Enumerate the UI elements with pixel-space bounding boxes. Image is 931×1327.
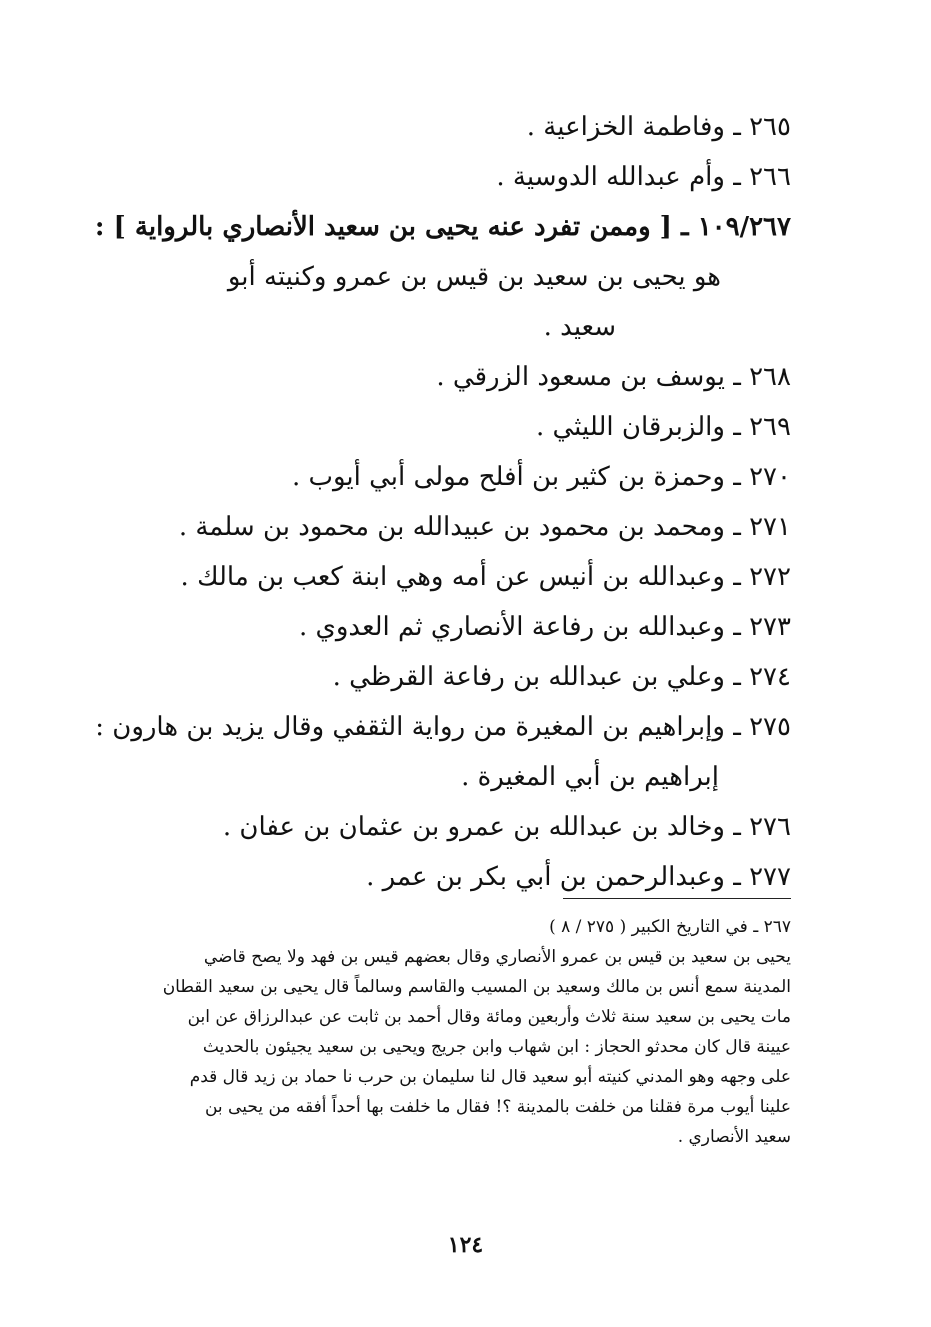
entry-271: ٢٧١ ـ ومحمد بن محمود بن عبيدالله بن محمود بن سلمة .: [178, 512, 791, 542]
footnote-line: عيينة قال كان محدثو الحجاز : ابن شهاب وابن جريج ويحيى بن سعيد يجيئون بالحديث: [202, 1037, 791, 1057]
footnote-line: مات يحيى بن سعيد سنة ثلاث وأربعين ومائة وقال أحمد بن ثابت عن عبدالرزاق عن ابن: [187, 1007, 791, 1027]
entry-275: ٢٧٥ ـ وإبراهيم بن المغيرة من رواية الثقفي وقال يزيد بن هارون :: [95, 712, 791, 742]
footnote-divider: [563, 898, 791, 899]
footnote-line: يحيى بن سعيد بن قيس بن عمرو الأنصاري وقال بعضهم قيس بن فهد ولا يصح قاضي: [203, 947, 791, 967]
entry-266: ٢٦٦ ـ وأم عبدالله الدوسية .: [496, 162, 791, 192]
entry-272: ٢٧٢ ـ وعبدالله بن أنيس عن أمه وهي ابنة كعب بن مالك .: [180, 562, 791, 592]
entry-275-continuation: إبراهيم بن أبي المغيرة .: [461, 762, 719, 792]
entry-267-continuation: سعيد .: [543, 312, 616, 342]
entry-267-heading: ١٠٩/٢٦٧ ـ [ وممن تفرد عنه يحيى بن سعيد الأنصاري بالرواية ] :: [94, 212, 791, 242]
footnote-line: علينا أيوب مرة فقلنا من خلفت بالمدينة ؟! فقال ما خلفت بها أحداً أفقه من يحيى بن: [204, 1097, 791, 1117]
footnote: [95, 912, 791, 1152]
entry-273: ٢٧٣ ـ وعبدالله بن رفاعة الأنصاري ثم العدوي .: [299, 612, 791, 642]
entry-277: ٢٧٧ ـ وعبدالرحمن بن أبي بكر بن عمر .: [366, 862, 791, 892]
entry-268: ٢٦٨ ـ يوسف بن مسعود الزرقي .: [436, 362, 791, 392]
entry-269: ٢٦٩ ـ والزبرقان الليثي .: [535, 412, 791, 442]
footnote-line: على وجهه وهو المدني كنيته أبو سعيد قال لنا سليمان بن حرب نا حماد بن زيد قال قدم: [189, 1067, 791, 1087]
entry-274: ٢٧٤ ـ وعلي بن عبدالله بن رفاعة القرظي .: [332, 662, 791, 692]
entry-270: ٢٧٠ ـ وحمزة بن كثير بن أفلح مولى أبي أيوب .: [291, 462, 791, 492]
footnote-line: سعيد الأنصاري .: [677, 1127, 791, 1147]
entry-276: ٢٧٦ ـ وخالد بن عبدالله بن عمرو بن عثمان بن عفان .: [222, 812, 791, 842]
footnote-heading: ٢٦٧ ـ في التاريخ الكبير ( ٢٧٥ / ٨ ): [549, 917, 791, 937]
page-number: ١٢٤: [447, 1232, 484, 1258]
entry-list: [70, 102, 791, 902]
entry-265: ٢٦٥ ـ وفاطمة الخزاعية .: [526, 112, 791, 142]
footnote-line: المدينة سمع أنس بن مالك وسعيد بن المسيب والقاسم وسالماً قال يحيى بن سعيد القطان: [162, 977, 791, 997]
entry-267-text: هو يحيى بن سعيد بن قيس بن عمرو وكنيته أبو: [227, 262, 721, 292]
